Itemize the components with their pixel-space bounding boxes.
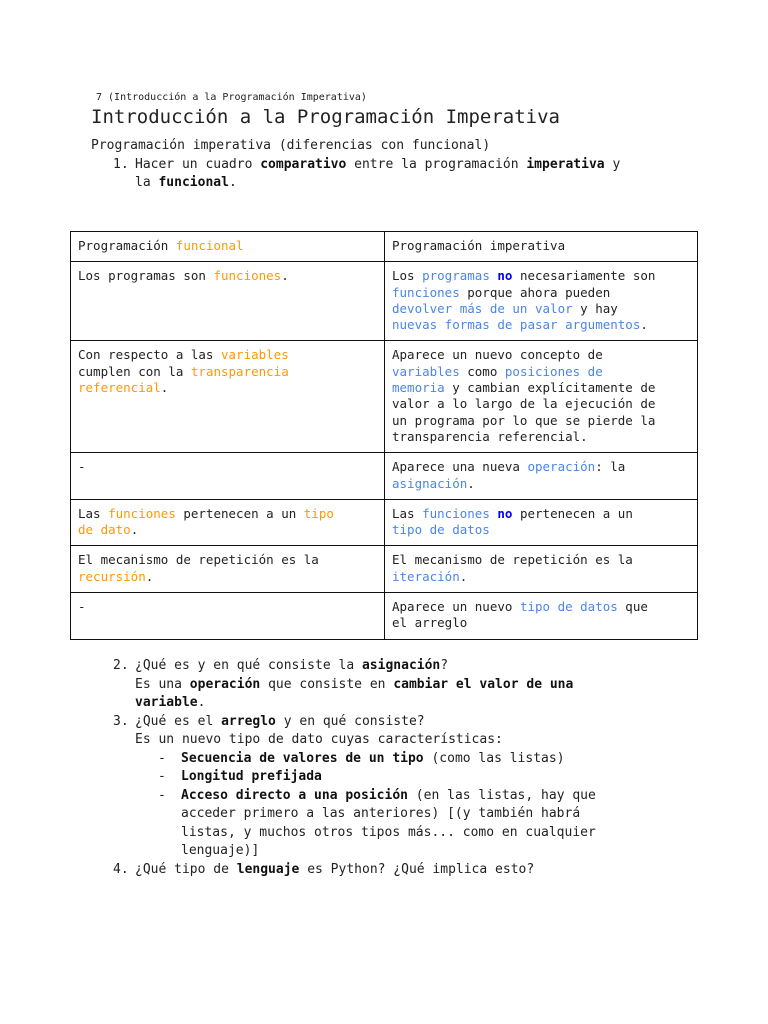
q1-bold-funcional: funcional — [158, 175, 229, 190]
section-subtitle: Programación imperativa (diferencias con funcional) — [91, 138, 491, 153]
cell-text: necesariamente son — [512, 268, 656, 284]
q3-text: ¿Qué es el — [135, 713, 222, 729]
list-item — [113, 768, 713, 787]
cell-text: . — [459, 568, 468, 584]
q3-text: Es un nuevo tipo de dato cuyas características: — [135, 732, 503, 747]
cell-text: . — [130, 522, 139, 538]
highlight-text: posiciones de — [504, 363, 603, 379]
cell-text: . — [281, 268, 289, 284]
list-dash: - — [158, 787, 166, 803]
table-cell — [71, 262, 385, 341]
highlight-text: devolver más de un valor — [392, 300, 573, 316]
q1-text: y — [604, 157, 621, 172]
q2-bold-asignacion: asignación — [361, 658, 441, 673]
q3-text: y en qué consiste? — [275, 713, 425, 729]
cell-text: . — [467, 475, 475, 491]
cell-text: Aparece un nuevo concepto de — [392, 347, 603, 363]
table-cell — [71, 499, 385, 546]
list-item-text: (en las listas, hay que — [407, 787, 596, 803]
cell-text: . — [160, 380, 169, 396]
cell-text: Las — [78, 505, 109, 521]
q4-bold-lenguaje: lenguaje — [236, 861, 300, 877]
highlight-text: variables — [392, 363, 460, 379]
cell-text: El mecanismo de repetición es la — [392, 552, 633, 568]
q4-number: 4. — [113, 861, 129, 877]
table-row — [71, 262, 698, 341]
table-header-cell — [385, 232, 698, 262]
highlight-text: no — [497, 505, 513, 521]
highlight-text: tipo de datos — [519, 599, 618, 615]
question-2 — [113, 657, 713, 713]
highlight-text: transparencia — [190, 363, 289, 379]
q4-text: es Python? ¿Qué implica esto? — [299, 861, 535, 877]
cell-text: Aparece una nueva — [392, 459, 528, 475]
questions-list — [113, 657, 713, 879]
list-dash: - — [158, 769, 166, 784]
highlight-text: variables — [221, 347, 289, 363]
cell-text: Con respecto a las — [78, 347, 221, 363]
cell-text: que — [617, 599, 648, 615]
cell-text: . — [640, 317, 648, 333]
highlight-text: recursión — [78, 568, 146, 584]
cell-text: - — [78, 599, 86, 615]
table-cell — [385, 499, 698, 546]
cell-text: Las — [392, 505, 423, 521]
highlight-text: de dato — [78, 522, 131, 538]
list-item — [113, 750, 713, 769]
list-item — [113, 787, 713, 861]
q1-text: la — [135, 175, 159, 190]
table-cell — [385, 546, 698, 593]
highlight-text: funciones — [213, 268, 282, 284]
highlight-text: memoria — [392, 380, 445, 396]
table-cell — [71, 341, 385, 453]
cell-text: un programa por lo que se pierde la — [392, 412, 656, 428]
q2-text: ? — [440, 658, 449, 673]
cell-text: Los — [392, 268, 423, 284]
highlight-text: funciones — [422, 505, 490, 521]
q2-text: . — [197, 695, 206, 710]
cell-text: . — [145, 568, 154, 584]
cell-text: pertenecen a un — [512, 505, 633, 521]
q3-number: 3. — [113, 713, 129, 729]
highlight-text: nuevas formas de pasar argumentos — [392, 317, 641, 333]
cell-text: como — [459, 363, 505, 379]
cell-text: el arreglo — [392, 615, 468, 631]
cell-text: Programación — [78, 238, 176, 253]
highlight-text: funciones — [392, 284, 460, 300]
highlight-text: operación — [527, 459, 596, 475]
question-3 — [113, 713, 713, 861]
page-title: Introducción a la Programación Imperativa — [91, 106, 560, 128]
cell-text: pertenecen a un — [175, 505, 304, 521]
cell-text: porque ahora pueden — [459, 284, 611, 300]
list-item-text: listas, y muchos otros tipos más... como en cualquier — [181, 824, 596, 840]
cell-text: : la — [595, 459, 626, 475]
table-row — [71, 341, 698, 453]
cell-text: valor a lo largo de la ejecución de — [392, 396, 656, 412]
list-item-bold: Acceso directo a una posición — [181, 787, 408, 803]
q1-text: entre la programación — [346, 157, 527, 172]
table-row — [71, 453, 698, 500]
list-item-text: (como las listas) — [423, 750, 565, 766]
table-row — [71, 499, 698, 546]
q2-bold-cambiar: cambiar el valor de una — [393, 676, 574, 692]
highlight-text: funciones — [108, 505, 176, 521]
cell-text: y hay — [572, 300, 618, 316]
table-row — [71, 546, 698, 593]
list-item-bold: Secuencia de valores de un tipo — [181, 750, 424, 766]
cell-text: transparencia referencial. — [392, 428, 588, 444]
q3-bold-arreglo: arreglo — [221, 713, 276, 729]
list-item-bold: Longitud prefijada — [181, 769, 322, 784]
question-1 — [113, 156, 673, 192]
highlight-text: iteración — [392, 568, 460, 584]
comparison-table — [70, 231, 698, 640]
cell-text: cumplen con la — [78, 363, 191, 379]
list-item-text: lenguaje)] — [181, 843, 260, 858]
highlight-text: referencial — [78, 380, 161, 396]
table-cell — [71, 453, 385, 500]
table-cell — [385, 453, 698, 500]
q2-bold-operacion: operación — [189, 676, 261, 692]
highlight-text: programas — [422, 268, 490, 284]
table-cell — [385, 341, 698, 453]
highlight-text: tipo de datos — [392, 522, 490, 538]
q1-number: 1. — [113, 157, 129, 172]
q1-bold-imperativa: imperativa — [526, 157, 605, 172]
cell-text: - — [78, 459, 86, 475]
highlight-text: tipo — [303, 505, 334, 521]
table-header-cell — [71, 232, 385, 262]
list-dash: - — [158, 750, 166, 766]
q2-bold-variable: variable — [135, 695, 198, 710]
q2-text: que consiste en — [260, 676, 394, 692]
cell-text: El mecanismo de repetición es la — [78, 552, 319, 568]
question-4 — [113, 861, 713, 880]
cell-text: Aparece un nuevo — [392, 599, 520, 615]
cell-text: y cambian explícitamente de — [444, 380, 656, 396]
q1-text: . — [228, 175, 237, 190]
table-header-row — [71, 232, 698, 262]
q2-number: 2. — [113, 658, 129, 673]
table-cell — [385, 262, 698, 341]
q2-text: Es una — [135, 676, 190, 692]
cell-text: Los programas son — [78, 268, 214, 284]
page-header-label: 7 (Introducción a la Programación Imperativa) — [96, 92, 367, 103]
table-row — [71, 593, 698, 640]
q2-text: ¿Qué es y en qué consiste la — [135, 658, 362, 673]
highlight-text: funcional — [175, 238, 244, 253]
table-cell — [71, 593, 385, 640]
highlight-text: no — [497, 268, 513, 284]
q1-bold-comparativo: comparativo — [260, 157, 347, 172]
table-cell — [385, 593, 698, 640]
table-cell — [71, 546, 385, 593]
highlight-text: asignación — [392, 475, 468, 491]
q4-text: ¿Qué tipo de — [135, 861, 237, 877]
q1-text: Hacer un cuadro — [135, 157, 261, 172]
cell-text: Programación imperativa — [392, 238, 566, 253]
list-item-text: acceder primero a las anteriores) [(y también habrá — [181, 806, 581, 821]
